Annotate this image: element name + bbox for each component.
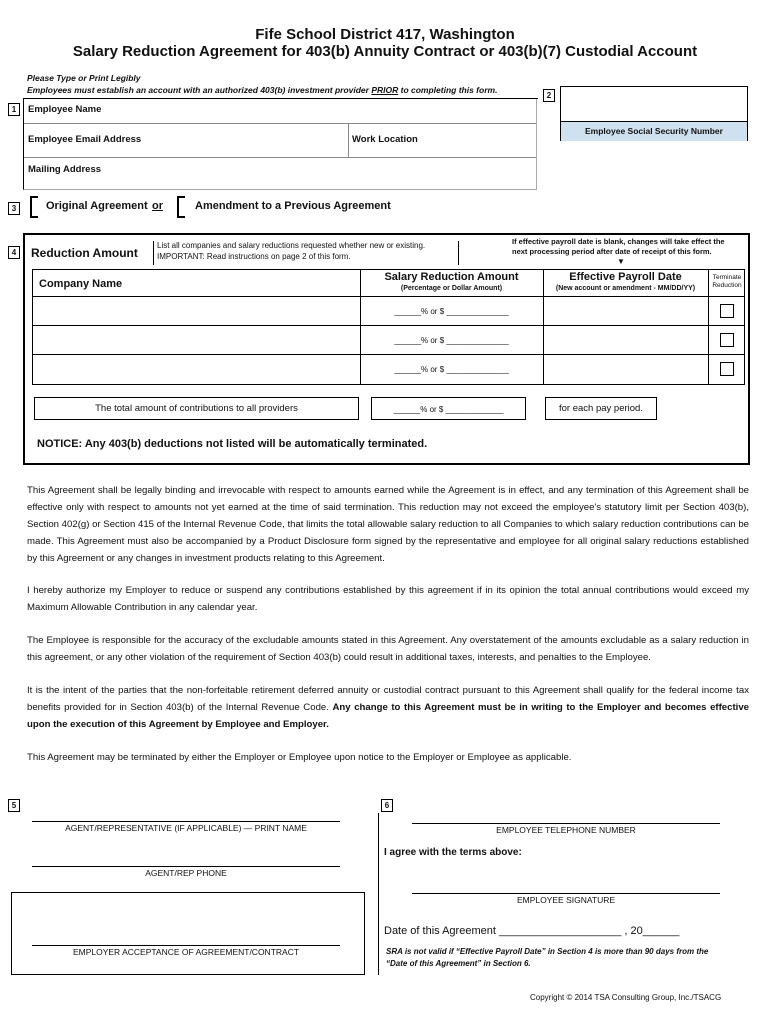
col-date-sub: (New account or amendment - MM/DD/YY) xyxy=(555,285,696,292)
section-6-divider xyxy=(378,813,379,975)
or-label: or xyxy=(152,200,163,212)
employee-name-label: Employee Name xyxy=(28,104,102,115)
employee-name-field[interactable] xyxy=(24,123,536,124)
agreement-date-field[interactable]: Date of this Agreement ____________________ , 20______ xyxy=(384,925,680,937)
employer-acceptance-line xyxy=(32,945,340,946)
col-salary-sub: (Percentage or Dollar Amount) xyxy=(400,285,503,292)
paragraph-intent-text: It is the intent of the parties that the non-forfeitable retirement deferred annuity or custodial contract pursuant to this Agreement shall qualify for the federal income tax benefits provided for in Section 403(b) of the Internal Revenue Code. xyxy=(27,685,749,713)
copyright: Copyright © 2014 TSA Consulting Group, Inc./TSACG xyxy=(530,993,722,1002)
col-divider xyxy=(708,270,709,384)
payroll-date-note: If effective payroll date is blank, changes will take effect the next processing period after date of receipt of this form. xyxy=(512,237,725,256)
paragraph-responsibility: The Employee is responsible for the accuracy of the excludable amounts stated in this Agreement. Any overstatement of the amounts excludable as a salary reduction in this agreement, or any other violation of the requirement of Section 403(b) could result in additional taxes, interests, and penalties to the Employee. xyxy=(27,635,749,663)
original-agreement-checkbox[interactable] xyxy=(30,196,38,218)
section-number-1: 1 xyxy=(8,103,20,116)
section-number-5: 5 xyxy=(8,799,20,812)
employee-email-label: Employee Email Address xyxy=(28,134,142,145)
reduction-amount-section xyxy=(23,233,750,465)
paragraph-intent-bold: Any change to this Agreement must be in writing to the Employer and becomes effective upon the execution of this Agreement by Employee and Employer. xyxy=(27,702,749,730)
total-amount-input[interactable]: ______% or $ _____________ xyxy=(371,397,526,420)
company-name-input-2[interactable] xyxy=(35,327,358,353)
arrow-down-icon: ▼ xyxy=(617,257,625,266)
paragraph-termination: This Agreement may be terminated by either the Employer or Employee upon notice to the Employer or Employee as applicable. xyxy=(27,752,572,763)
agent-name-caption: AGENT/REPRESENTATIVE (IF APPLICABLE) — PRINT NAME xyxy=(65,823,307,833)
row-divider xyxy=(33,325,744,326)
agent-phone-caption: AGENT/REP PHONE xyxy=(145,868,227,878)
instruction-prior xyxy=(27,85,497,95)
notice-text: NOTICE: Any 403(b) deductions not listed will be automatically terminated. xyxy=(37,438,428,450)
paragraph-authorization: I hereby authorize my Employer to reduce or suspend any contributions established by this agreement if in its opinion the total annual contributions would exceed my Maximum Allowable Contribution in any calendar year. xyxy=(27,585,749,613)
company-name-input-3[interactable] xyxy=(35,356,358,382)
salary-amount-input-2[interactable]: ______% or $ ______________ xyxy=(394,336,509,345)
paragraph-intent xyxy=(27,682,749,733)
amendment-label: Amendment to a Previous Agreement xyxy=(195,200,391,212)
sra-validity-note: SRA is not valid if “Effective Payroll Date” in Section 4 is more than 90 days from the “Date of this Agreement” in Section 6. xyxy=(386,947,709,968)
terminate-checkbox-2[interactable] xyxy=(720,333,734,347)
section-number-3: 3 xyxy=(8,202,20,215)
top-border xyxy=(24,98,538,99)
agent-name-line[interactable] xyxy=(32,821,340,822)
reduction-note-important: IMPORTANT: Read instructions on page 2 of this form. xyxy=(157,252,351,261)
original-agreement-label: Original Agreement xyxy=(46,200,148,212)
employee-info-box xyxy=(23,98,537,190)
instruction-prior-text: Employees must establish an account with an authorized 403(b) investment provider xyxy=(27,85,372,95)
section-number-6: 6 xyxy=(381,799,393,812)
col-salary-reduction: Salary Reduction Amount xyxy=(384,271,519,283)
employee-signature-caption: EMPLOYEE SIGNATURE xyxy=(516,895,616,905)
agent-phone-line[interactable] xyxy=(32,866,340,867)
terminate-checkbox-1[interactable] xyxy=(720,304,734,318)
employee-phone-caption: EMPLOYEE TELEPHONE NUMBER xyxy=(496,825,636,835)
salary-amount-input-3[interactable]: ______% or $ ______________ xyxy=(394,365,509,374)
email-field[interactable] xyxy=(24,157,536,158)
work-location-label: Work Location xyxy=(352,134,418,145)
employee-signature-line[interactable] xyxy=(412,893,720,894)
ssn-box[interactable] xyxy=(560,86,748,141)
row-divider xyxy=(33,354,744,355)
company-name-input-1[interactable] xyxy=(35,298,358,324)
reduction-note-list: List all companies and salary reductions requested whether new or existing. xyxy=(157,241,426,250)
reduction-amount-title: Reduction Amount xyxy=(31,246,138,260)
col-effective-date: Effective Payroll Date xyxy=(569,271,682,283)
employer-acceptance-box[interactable] xyxy=(11,892,365,975)
header-divider xyxy=(33,296,744,297)
terminate-checkbox-3[interactable] xyxy=(720,362,734,376)
employee-phone-line[interactable] xyxy=(412,823,720,824)
effective-date-input-2[interactable] xyxy=(545,327,707,353)
col-terminate: Terminate Reduction xyxy=(712,274,742,289)
section-number-2: 2 xyxy=(543,89,555,102)
pay-period-label: for each pay period. xyxy=(545,397,657,420)
effective-date-input-3[interactable] xyxy=(545,356,707,382)
form-title-agreement: Salary Reduction Agreement for 403(b) Annuity Contract or 403(b)(7) Custodial Account xyxy=(72,43,698,60)
ssn-label: Employee Social Security Number xyxy=(585,126,723,136)
col-company-name: Company Name xyxy=(39,278,123,290)
total-contributions-label: The total amount of contributions to all providers xyxy=(34,397,359,420)
amendment-checkbox[interactable] xyxy=(177,196,185,218)
instruction-prior-text-end: to completing this form. xyxy=(398,85,498,95)
agree-terms-label: I agree with the terms above: xyxy=(384,847,522,858)
employer-acceptance-caption: EMPLOYER ACCEPTANCE OF AGREEMENT/CONTRACT xyxy=(72,947,300,957)
section-number-4: 4 xyxy=(8,246,20,259)
instruction-prior-emphasis: PRIOR xyxy=(371,85,399,95)
mailing-address-label: Mailing Address xyxy=(28,164,102,175)
salary-amount-input-1[interactable]: ______% or $ ______________ xyxy=(394,307,509,316)
paragraph-binding: This Agreement shall be legally binding and irrevocable with respect to amounts earned while the Agreement is in effect, and any termination of this Agreement shall be effective only with respect to amounts not yet earned at the time of said termination. This reduction may not exceed the employee's statutory limit per Section 403(b), Section 402(g) or Section 415 of the Internal Revenue Code, that limits the total allowable salary reduction to all Companies to which salary reduction contributions can be made. This Agreement must also be accompanied by a Product Disclosure form signed by the representative and employee for all original salary reductions established by this Agreement or any changes in investment products relating to this Agreement. xyxy=(27,485,749,564)
form-title-district: Fife School District 417, Washington xyxy=(255,26,515,43)
effective-date-input-1[interactable] xyxy=(545,298,707,324)
divider xyxy=(348,123,349,157)
instruction-print: Please Type or Print Legibly xyxy=(27,73,141,83)
contributions-table xyxy=(32,269,745,385)
